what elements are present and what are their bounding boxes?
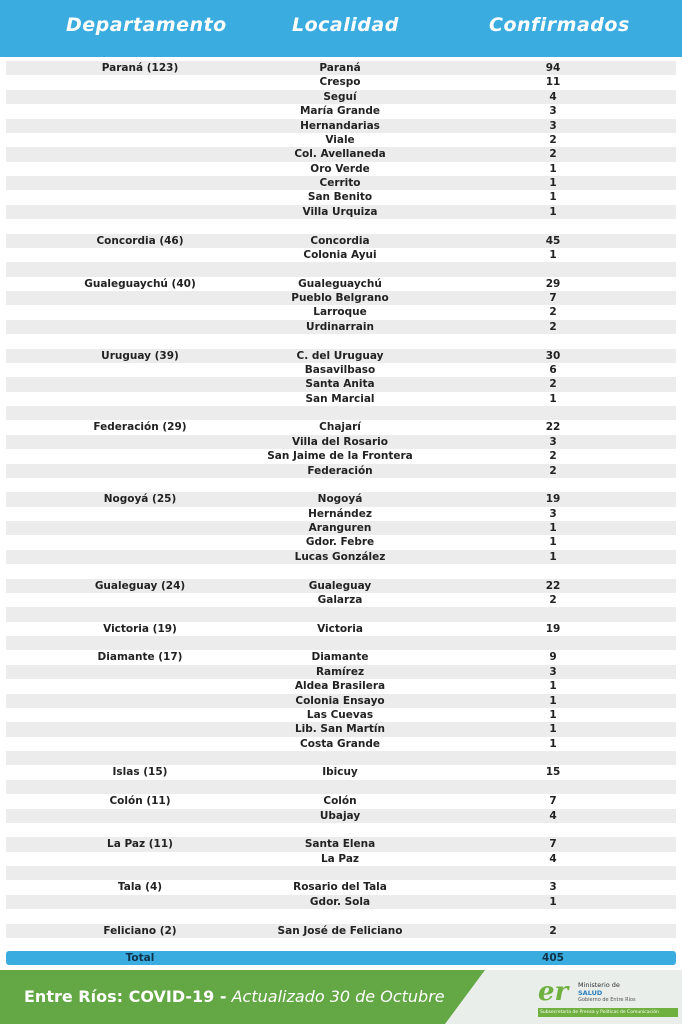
table-row <box>6 837 676 851</box>
confirmados-cell: 19 <box>545 493 561 506</box>
table-row <box>6 665 676 679</box>
table-row <box>6 305 676 319</box>
confirmados-cell: 30 <box>545 349 561 362</box>
confirmados-cell: 94 <box>545 62 561 74</box>
confirmados-cell: 2 <box>549 133 557 146</box>
table-row <box>6 866 676 880</box>
total-row <box>6 951 676 965</box>
confirmados-cell: 1 <box>549 536 557 549</box>
localidad-cell: Aldea Brasilera <box>294 680 386 693</box>
localidad-cell: Colonia Ayui <box>303 248 377 261</box>
table-row <box>6 507 676 521</box>
table-row <box>6 722 676 736</box>
confirmados-cell: 1 <box>549 191 557 204</box>
confirmados-cell: 4 <box>549 852 557 865</box>
confirmados-cell: 1 <box>549 694 557 707</box>
table-row <box>6 406 676 420</box>
table-row <box>6 535 676 549</box>
confirmados-cell: 1 <box>549 392 557 405</box>
table-row <box>6 650 676 664</box>
logo-line-1: Ministerio de <box>578 981 620 989</box>
confirmados-cell: 1 <box>549 522 557 534</box>
localidad-cell: Ramírez <box>315 665 365 678</box>
total-label: Total <box>125 952 155 964</box>
localidad-cell: Las Cuevas <box>306 708 374 721</box>
confirmados-cell: 1 <box>549 708 557 721</box>
localidad-cell: Santa Anita <box>305 378 375 391</box>
table-row <box>6 162 676 176</box>
table-row <box>6 550 676 564</box>
confirmados-cell: 1 <box>549 723 557 736</box>
confirmados-cell: 3 <box>549 105 557 118</box>
table-row <box>6 636 676 650</box>
confirmados-cell: 3 <box>549 665 557 678</box>
departamento-cell: Feliciano (2) <box>103 924 177 937</box>
table-row <box>6 234 676 248</box>
confirmados-cell: 22 <box>545 579 561 592</box>
confirmados-cell: 2 <box>549 320 557 333</box>
departamento-cell: Diamante (17) <box>97 651 183 664</box>
localidad-cell: Hernández <box>308 507 372 520</box>
table-row <box>6 564 676 578</box>
table-row <box>6 291 676 305</box>
confirmados-cell: 9 <box>549 651 557 664</box>
localidad-cell: Costa Grande <box>300 737 380 750</box>
departamento-cell: Federación (29) <box>93 421 187 434</box>
table-row <box>6 852 676 866</box>
departamento-cell: Colón (11) <box>109 795 171 808</box>
footer-title-bold: Entre Ríos: COVID-19 - <box>24 987 227 1006</box>
localidad-cell: Concordia <box>310 234 370 247</box>
confirmados-cell: 11 <box>545 76 561 89</box>
localidad-cell: Federación <box>307 464 373 477</box>
logo-line-2: SALUD <box>578 989 603 997</box>
confirmados-cell: 29 <box>545 277 561 290</box>
confirmados-cell: 22 <box>545 421 561 434</box>
localidad-cell: Col. Avellaneda <box>294 148 386 161</box>
confirmados-cell: 1 <box>549 205 557 218</box>
confirmados-cell: 3 <box>549 435 557 448</box>
localidad-cell: Paraná <box>319 62 361 74</box>
localidad-cell: Victoria <box>317 622 363 635</box>
confirmados-cell: 7 <box>549 292 557 304</box>
ministry-logo <box>538 977 678 1021</box>
confirmados-cell: 2 <box>549 450 557 463</box>
localidad-cell: La Paz <box>320 852 360 865</box>
confirmados-cell: 1 <box>549 895 557 908</box>
localidad-cell: Chajarí <box>319 421 361 434</box>
localidad-cell: San Jaime de la Frontera <box>267 450 413 463</box>
localidad-cell: Crespo <box>319 76 361 89</box>
localidad-cell: Aranguren <box>308 522 372 534</box>
table-row <box>6 334 676 348</box>
departamento-cell: Tala (4) <box>117 881 163 894</box>
localidad-cell: Gdor. Febre <box>305 536 375 549</box>
localidad-cell: Ubajay <box>319 809 361 822</box>
confirmados-cell: 45 <box>545 234 561 247</box>
departamento-cell: Uruguay (39) <box>101 349 179 362</box>
departamento-cell: Gualeguay (24) <box>94 579 186 592</box>
departamento-cell: Paraná (123) <box>101 62 179 74</box>
table-row <box>6 277 676 291</box>
localidad-cell: Pueblo Belgrano <box>291 292 389 304</box>
localidad-cell: Galarza <box>317 593 363 606</box>
departamento-cell: Concordia (46) <box>96 234 184 247</box>
table-row <box>6 694 676 708</box>
table-row <box>6 449 676 463</box>
localidad-cell: Diamante <box>311 651 369 664</box>
table-row <box>6 924 676 938</box>
table-row <box>6 492 676 506</box>
localidad-cell: Larroque <box>313 306 367 319</box>
localidad-cell: Villa Urquiza <box>302 205 378 218</box>
table-row <box>6 320 676 334</box>
localidad-cell: San Benito <box>307 191 373 204</box>
table-row <box>6 133 676 147</box>
localidad-cell: Hernandarias <box>300 119 380 132</box>
table-row <box>6 147 676 161</box>
table-row <box>6 90 676 104</box>
departamento-cell: La Paz (11) <box>107 838 173 851</box>
table-row <box>6 262 676 276</box>
confirmados-cell: 1 <box>549 248 557 261</box>
localidad-cell: Colón <box>323 795 357 808</box>
table-row <box>6 190 676 204</box>
table-row <box>6 809 676 823</box>
localidad-cell: Ibicuy <box>322 766 358 779</box>
localidad-cell: San Marcial <box>305 392 375 405</box>
localidad-cell: Colonia Ensayo <box>295 694 385 707</box>
header-confirmados: Confirmados <box>489 14 630 36</box>
table-row <box>6 909 676 923</box>
confirmados-cell: 3 <box>549 507 557 520</box>
confirmados-cell: 15 <box>545 766 561 779</box>
table-row <box>6 579 676 593</box>
table-row <box>6 248 676 262</box>
localidad-cell: Gdor. Sola <box>309 895 371 908</box>
table-row <box>6 679 676 693</box>
localidad-cell: Lib. San Martín <box>294 723 386 736</box>
confirmados-cell: 7 <box>549 838 557 851</box>
confirmados-cell: 6 <box>549 363 557 376</box>
confirmados-cell: 2 <box>549 924 557 937</box>
table-row <box>6 751 676 765</box>
table-row <box>6 765 676 779</box>
table-row <box>6 737 676 751</box>
table-row <box>6 435 676 449</box>
confirmados-cell: 1 <box>549 550 557 563</box>
footer-title-italic: Actualizado 30 de Octubre <box>231 987 445 1006</box>
table-row <box>6 420 676 434</box>
confirmados-cell: 1 <box>549 177 557 189</box>
table-row <box>6 895 676 909</box>
logo-line-3: Gobierno de Entre Ríos <box>578 997 636 1003</box>
localidad-cell: Urdinarrain <box>306 320 374 333</box>
localidad-cell: Cerrito <box>319 177 361 189</box>
cases-table <box>6 61 676 952</box>
confirmados-cell: 19 <box>545 622 561 635</box>
confirmados-cell: 4 <box>549 90 557 103</box>
localidad-cell: Viale <box>325 133 355 146</box>
table-row <box>6 75 676 89</box>
table-row <box>6 349 676 363</box>
localidad-cell: Lucas González <box>294 550 386 563</box>
table-row <box>6 176 676 190</box>
table-row <box>6 205 676 219</box>
confirmados-cell: 7 <box>549 795 557 808</box>
confirmados-cell: 3 <box>549 119 557 132</box>
confirmados-cell: 1 <box>549 680 557 693</box>
table-header <box>0 0 682 57</box>
departamento-cell: Gualeguaychú (40) <box>84 277 196 290</box>
footer-title <box>24 987 445 1006</box>
confirmados-cell: 2 <box>549 378 557 391</box>
table-row <box>6 377 676 391</box>
total-value: 405 <box>542 952 564 964</box>
departamento-cell: Victoria (19) <box>103 622 177 635</box>
table-row <box>6 823 676 837</box>
confirmados-cell: 1 <box>549 162 557 175</box>
departamento-cell: Islas (15) <box>112 766 168 779</box>
localidad-cell: Seguí <box>323 90 357 103</box>
table-row <box>6 607 676 621</box>
localidad-cell: Oro Verde <box>310 162 370 175</box>
table-row <box>6 464 676 478</box>
table-row <box>6 104 676 118</box>
table-row <box>6 521 676 535</box>
localidad-cell: Nogoyá <box>317 493 363 506</box>
header-localidad: Localidad <box>292 14 399 36</box>
confirmados-cell: 4 <box>549 809 557 822</box>
table-row <box>6 219 676 233</box>
confirmados-cell: 1 <box>549 737 557 750</box>
table-row <box>6 708 676 722</box>
table-row <box>6 478 676 492</box>
localidad-cell: Gualeguaychú <box>298 277 382 290</box>
confirmados-cell: 2 <box>549 148 557 161</box>
localidad-cell: Santa Elena <box>304 838 376 851</box>
table-row <box>6 794 676 808</box>
table-row <box>6 392 676 406</box>
localidad-cell: Villa del Rosario <box>292 435 388 448</box>
localidad-cell: San José de Feliciano <box>277 924 403 937</box>
localidad-cell: C. del Uruguay <box>296 349 384 362</box>
confirmados-cell: 2 <box>549 593 557 606</box>
er-logo-icon: er <box>538 977 569 1007</box>
localidad-cell: María Grande <box>299 105 381 118</box>
table-row <box>6 780 676 794</box>
table-row <box>6 593 676 607</box>
localidad-cell: Rosario del Tala <box>293 881 387 894</box>
departamento-cell: Nogoyá (25) <box>103 493 177 506</box>
table-row <box>6 119 676 133</box>
confirmados-cell: 2 <box>549 306 557 319</box>
table-row <box>6 622 676 636</box>
logo-line-4: Subsecretaría de Prensa y Políticas de Comunicación <box>538 1008 678 1017</box>
table-row <box>6 61 676 75</box>
localidad-cell: Basavilbaso <box>304 363 376 376</box>
header-departamento: Departamento <box>66 14 227 36</box>
localidad-cell: Gualeguay <box>308 579 372 592</box>
table-row <box>6 880 676 894</box>
confirmados-cell: 3 <box>549 881 557 894</box>
table-row <box>6 363 676 377</box>
confirmados-cell: 2 <box>549 464 557 477</box>
